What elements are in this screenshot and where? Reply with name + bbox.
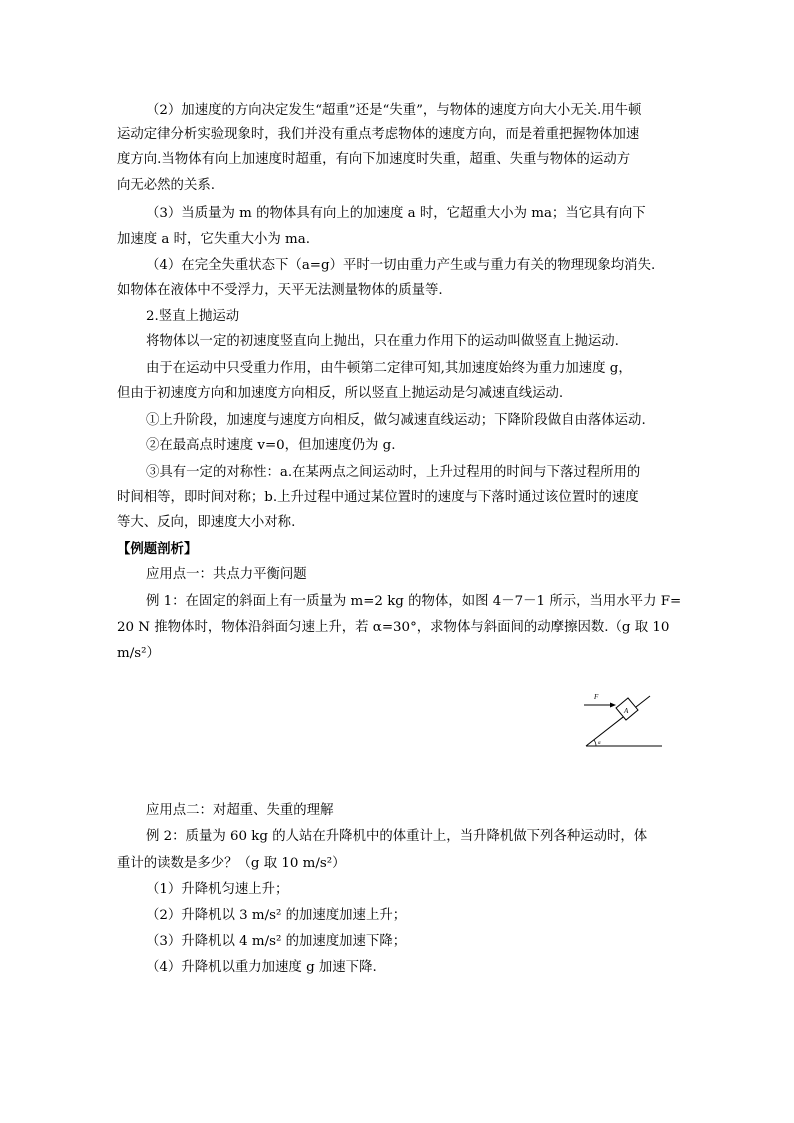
- force-label: F: [594, 693, 599, 701]
- paragraph-line: 时间相等，即时间对称；b.上升过程中通过某位置时的速度与下落时通过该位置时的速度: [117, 490, 639, 505]
- sub-question: （1）升降机匀速上升；: [146, 882, 289, 897]
- application-point: 应用点一：共点力平衡问题: [146, 567, 307, 582]
- angle-arc: [594, 740, 596, 746]
- example-line: 20 N 推物体时，物体沿斜面匀速上升，若 α=30°，求物体与斜面间的动摩擦因数.（g 取 10: [117, 620, 670, 635]
- paragraph-line: 但由于初速度方向和加速度方向相反，所以竖直上抛运动是匀减速直线运动.: [117, 386, 564, 401]
- paragraph-line: （2）加速度的方向决定发生“超重”还是“失重”，与物体的速度方向大小无关.用牛顿: [146, 103, 642, 118]
- sub-question: （4）升降机以重力加速度 g 加速下降.: [146, 960, 377, 975]
- angle-label: α: [598, 741, 601, 746]
- paragraph-line: 由于在运动中只受重力作用，由牛顿第二定律可知,其加速度始终为重力加速度 g，: [146, 361, 632, 376]
- list-item: ③具有一定的对称性：a.在某两点之间运动时，上升过程用的时间与下落过程所用的: [146, 465, 641, 480]
- paragraph-line: （4）在完全失重状态下（a=g）平时一切由重力产生或与重力有关的物理现象均消失.: [146, 258, 656, 273]
- sub-question: （3）升降机以 4 m/s² 的加速度加速下降；: [146, 934, 407, 949]
- paragraph-line: 将物体以一定的初速度竖直向上抛出，只在重力作用下的运动叫做竖直上抛运动.: [146, 334, 619, 349]
- incline-figure: [576, 686, 668, 748]
- paragraph-line: 向无必然的关系.: [117, 178, 215, 193]
- examples-heading: 【例题剖析】: [117, 541, 198, 557]
- incline-line: [586, 696, 650, 746]
- list-item: ①上升阶段，加速度与速度方向相反，做匀减速直线运动；下降阶段做自由落体运动.: [146, 413, 646, 428]
- application-point: 应用点二：对超重、失重的理解: [146, 803, 334, 818]
- example-line: m/s²）: [117, 646, 160, 661]
- example-line: 例 1：在固定的斜面上有一质量为 m=2 kg 的物体，如图 4－7－1 所示，当用水平力 F=: [146, 594, 682, 609]
- paragraph-line: 等大、反向，即速度大小对称.: [117, 515, 296, 530]
- paragraph-line: 度方向.当物体有向上加速度时超重，有向下加速度时失重，超重、失重与物体的运动方: [117, 152, 631, 167]
- paragraph-line: 如物体在液体中不受浮力，天平无法测量物体的质量等.: [117, 283, 443, 298]
- sub-question: （2）升降机以 3 m/s² 的加速度加速上升；: [146, 908, 407, 923]
- paragraph-line: 加速度 a 时，它失重大小为 ma.: [117, 232, 310, 247]
- section-title: 2.竖直上抛运动: [146, 309, 240, 324]
- paragraph-line: （3）当质量为 m 的物体具有向上的加速度 a 时，它超重大小为 ma；当它具有向下: [146, 206, 646, 221]
- list-item: ②在最高点时速度 v=0，但加速度仍为 g.: [146, 438, 396, 453]
- paragraph-line: 运动定律分析实验现象时，我们并没有重点考虑物体的速度方向，而是着重把握物体加速: [117, 127, 640, 142]
- example-line: 例 2：质量为 60 kg 的人站在升降机中的体重计上，当升降机做下列各种运动时，体: [146, 829, 648, 844]
- example-line: 重计的读数是多少？（g 取 10 m/s²）: [117, 856, 346, 871]
- block-label: A: [624, 707, 629, 715]
- force-arrowhead: [610, 703, 616, 708]
